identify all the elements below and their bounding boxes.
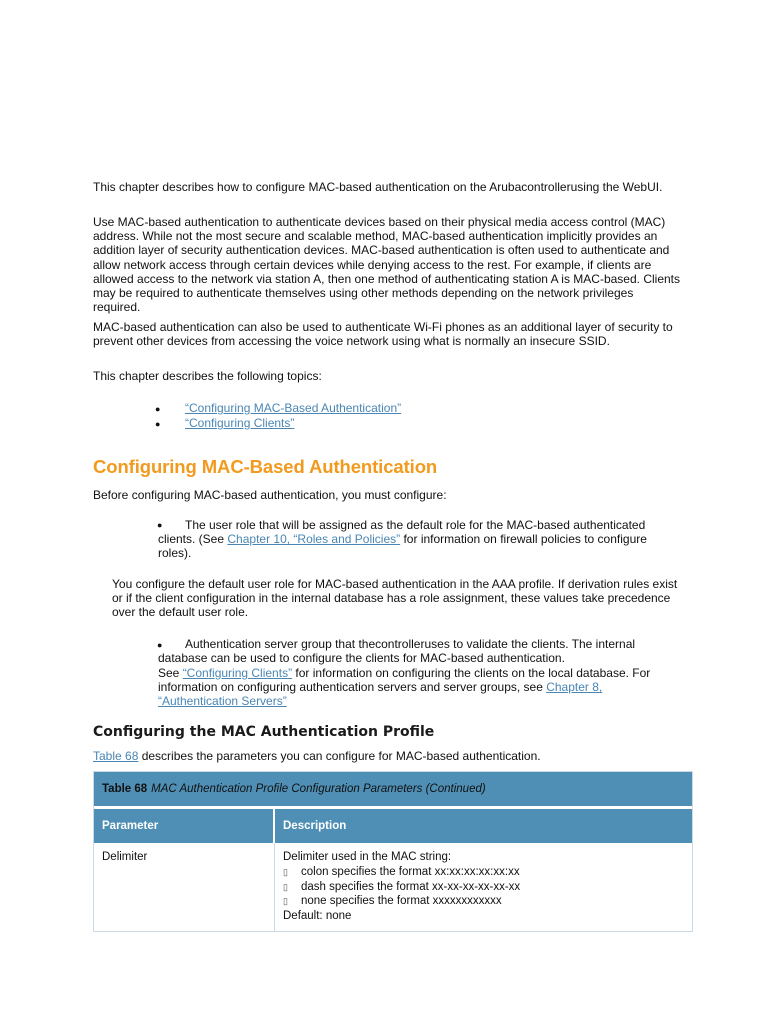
table-68-link[interactable]: Table 68	[93, 749, 139, 763]
prereq-item-server-group: Authentication server group that thecontrolleruses to validate the clients. The internal database can be used to configure the clients for MAC-based authentication.	[158, 637, 636, 666]
option-item: ▯ none specifies the format xxxxxxxxxxxx	[283, 895, 502, 908]
bullet-icon: ●	[155, 419, 161, 429]
parameters-table	[93, 771, 693, 932]
bullet-icon: ●	[157, 640, 163, 650]
section-heading: Configuring MAC-Based Authentication	[93, 456, 438, 477]
table-caption	[94, 772, 692, 809]
bullet-square-icon: ▯	[283, 896, 288, 907]
intro-paragraph-1: This chapter describes how to configure MAC-based authentication on the Arubacontrollerusing the WebUI.	[93, 180, 663, 194]
column-header-parameter: Parameter	[94, 809, 275, 843]
description-default: Default: none	[283, 910, 352, 923]
cell-parameter: Delimiter	[94, 843, 275, 931]
option-item: ▯ colon specifies the format xx:xx:xx:xx:xx:xx	[283, 865, 520, 878]
table-caption-text: MAC Authentication Profile Configuration Parameters (Continued)	[151, 783, 486, 795]
intro-paragraph-4: This chapter describes the following topics:	[93, 369, 322, 383]
configuring-clients-link[interactable]: “Configuring Clients”	[182, 666, 293, 680]
cell-description	[275, 843, 692, 931]
intro-paragraph-2: Use MAC-based authentication to authenticate devices based on their physical media access control (MAC) address. While not the most secure and scalable method, MAC-based authentication implicitly provides an addition layer of security authentication devices. MAC-based authentication is often used to authenticate and allow network access through certain devices while denying access to the rest. For example, if clients are allowed access to the network via station A, then one method of authenticating station A is MAC-based. Clients may be required to authenticate themselves using other methods depending on the network privileges required.	[93, 215, 681, 315]
chapter-8-link[interactable]: Chapter 8, “Authentication Servers”	[158, 680, 603, 709]
table-header-row	[94, 809, 692, 843]
table-caption-label: Table 68	[102, 783, 148, 795]
chapter-10-link[interactable]: Chapter 10, “Roles and Policies”	[227, 532, 401, 547]
option-item: ▯ dash specifies the format xx-xx-xx-xx-xx-xx	[283, 880, 521, 893]
bullet-icon: ●	[157, 520, 163, 530]
topic-item	[185, 416, 294, 430]
table-row	[94, 843, 692, 931]
subsection-heading: Configuring the MAC Authentication Profile	[93, 724, 435, 740]
prereq-item-user-role: The user role that will be assigned as the default role for the MAC-based authenticated clients. (See Chapter 10, “Roles and Policies” for information on firewall policies to configure roles).	[158, 518, 647, 561]
default-role-note: You configure the default user role for MAC-based authentication in the AAA profile. If derivation rules exist or if the client configuration in the internal database has a role assignment, these values take precedence over the default user role.	[112, 577, 678, 620]
bullet-square-icon: ▯	[283, 881, 288, 892]
topic-link-mac-auth[interactable]: “Configuring MAC-Based Authentication”	[185, 401, 402, 415]
bullet-square-icon: ▯	[283, 866, 288, 877]
subsection-lead: Table 68 describes the parameters you can configure for MAC-based authentication.	[93, 749, 541, 763]
intro-paragraph-3: MAC-based authentication can also be used to authenticate Wi-Fi phones as an additional layer of security to prevent other devices from accessing the voice network using what is normally an insecure SSID.	[93, 320, 673, 349]
prereq-item-server-group-see: See “Configuring Clients” for information on configuring the clients on the local database. For information on configuring authentication servers and server groups, see Chapter 8, “Authentication Servers”	[158, 666, 651, 709]
topic-link-clients[interactable]: “Configuring Clients”	[185, 416, 295, 430]
description-intro: Delimiter used in the MAC string:	[283, 851, 452, 863]
bullet-icon: ●	[155, 404, 161, 414]
section-lead: Before configuring MAC-based authentication, you must configure:	[93, 488, 447, 502]
column-header-description: Description	[283, 820, 347, 832]
topic-item	[185, 401, 401, 415]
